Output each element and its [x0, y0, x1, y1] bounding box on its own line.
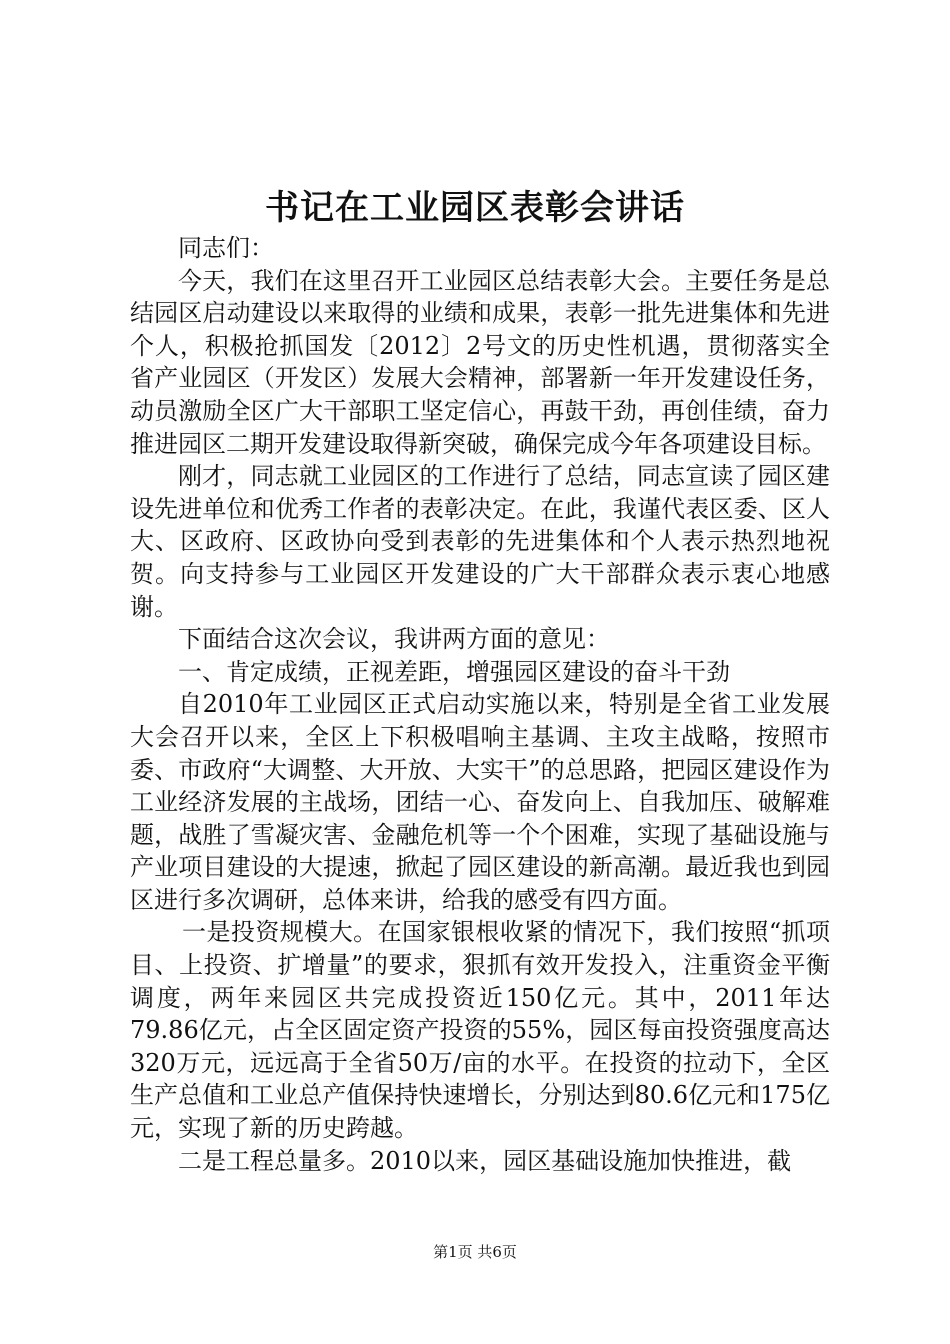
salutation-paragraph: 同志们：: [178, 234, 274, 262]
page-number-footer: 第1页 共6页: [433, 1243, 517, 1261]
document-body: [130, 232, 830, 1177]
body-paragraph: 今天，我们在这里召开工业园区总结表彰大会。主要任务是总结园区启动建设以来取得的业绩和成果，表彰一批先进集体和先进个人，积极抢抓国发〔2012〕2号文的历史性机遇，贯彻落实全省产业园区（开发区）发展大会精神，部署新一年开发建设任务，动员激励全区广大干部职工坚定信心，再鼓干劲，再创佳绩，奋力推进园区二期开发建设取得新突破，确保完成今年各项建设目标。: [130, 266, 830, 458]
body-paragraph: 二是工程总量多。2010以来，园区基础设施加快推进，截: [178, 1146, 792, 1175]
body-paragraph: 自2010年工业园区正式启动实施以来，特别是全省工业发展大会召开以来，全区上下积极唱响主基调、主攻主战略，按照市委、市政府“大调整、大开放、大实干”的总思路，把园区建设作为工业经济发展的主战场，团结一心、奋发向上、自我加压、破解难题，战胜了雪凝灾害、金融危机等一个个困难，实现了基础设施与产业项目建设的大提速，掀起了园区建设的新高潮。最近我也到园区进行多次调研，总体来讲，给我的感受有四方面。: [130, 690, 830, 914]
section-heading: 一、肯定成绩，正视差距，增强园区建设的奋斗干劲: [178, 657, 730, 686]
body-paragraph: 下面结合这次会议，我讲两方面的意见：: [178, 625, 610, 654]
document-title: 书记在工业园区表彰会讲话: [265, 188, 685, 228]
body-paragraph: 一是投资规模大。在国家银根收紧的情况下，我们按照“抓项目、上投资、扩增量”的要求，狠抓有效开发投入，注重资金平衡调度，两年来园区共完成投资近150亿元。其中，2011年达79.86亿元，占全区固定资产投资的55%，园区每亩投资强度高达320万元，远远高于全省50万/亩的水平。在投资的拉动下，全区生产总值和工业总产值保持快速增长，分别达到80.6亿元和175亿元，实现了新的历史跨越。: [130, 918, 830, 1143]
body-paragraph: 刚才，同志就工业园区的工作进行了总结，同志宣读了园区建设先进单位和优秀工作者的表彰决定。在此，我谨代表区委、区人大、区政府、区政协向受到表彰的先进集体和个人表示热烈地祝贺。向支持参与工业园区开发建设的广大干部群众表示衷心地感谢。: [130, 462, 830, 621]
